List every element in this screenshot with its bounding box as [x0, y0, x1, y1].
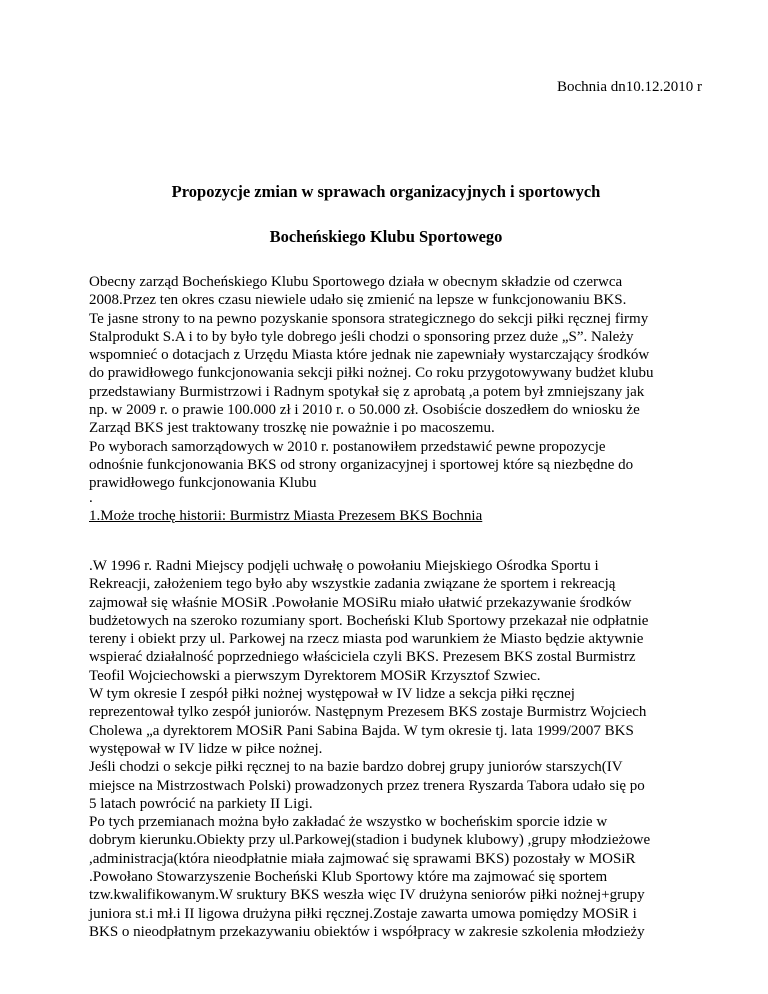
text-line: Po wyborach samorządowych w 2010 r. postanowiłem przedstawić pewne propozycje	[89, 438, 606, 455]
text-line: dobrym kierunku.Obiekty przy ul.Parkowej(stadion i budynek klubowy) ,grupy młodzieżowe	[89, 832, 651, 849]
text-line: występował w IV lidze w piłce nożnej.	[89, 740, 323, 757]
text-line: przedstawiany Burmistrzowi i Radnym spotykał się z aprobatą ,a potem był zmniejszany jak	[89, 383, 645, 400]
text-line: wspierać działalność poprzedniego właściciela czyli BKS. Prezesem BKS zostal Burmistrz	[89, 649, 636, 666]
text-line: 2008.Przez ten okres czasu niewiele udało się zmienić na lepsze w funkcjonowaniu BKS.	[89, 292, 627, 309]
section-heading: 1.Może trochę historii: Burmistrz Miasta Prezesem BKS Bochnia	[89, 508, 483, 524]
document-title: Propozycje zmian w sprawach organizacyjnych i sportowych	[171, 182, 601, 201]
text-line: juniora st.i mł.i II ligowa drużyna piłki ręcznej.Zostaje zawarta umowa pomiędzy MOSiR i	[89, 905, 637, 922]
text-line: Obecny zarząd Bocheńskiego Klubu Sportowego działa w obecnym składzie od czerwca	[89, 274, 623, 290]
text-line: odnośnie funkcjonowania BKS od strony organizacyjnej i sportowej które są niezbędne do	[89, 456, 634, 473]
text-line: tzw.kwalifikowanym.W sruktury BKS weszła więc IV drużyna seniorów piłki nożnej+grupy	[89, 887, 645, 904]
text-line: do prawidłowego funkcjonowania sekcji piłki nożnej. Co roku przygotowywany budżet klubu	[89, 365, 654, 382]
document-date: Bochnia dn10.12.2010 r	[557, 79, 702, 95]
text-line: prawidłowego funkcjonowania Klubu	[89, 475, 317, 492]
text-line: budżetowych na szeroko rozumiany sport. Bocheński Klub Sportowy przekazał nie odpłatnie	[89, 612, 649, 629]
document-subtitle: Bocheńskiego Klubu Sportowego	[269, 227, 503, 246]
text-line: ,administracja(która nieodpłatnie miała zajmować się sprawami BKS) pozostały w MOSiR	[89, 850, 636, 867]
text-line: 5 latach powrócić na parkiety II Ligi.	[89, 795, 313, 812]
text-line: tereny i obiekt przy ul. Parkowej na rzecz miasta pod warunkiem że Miasto będzie aktywnie	[89, 631, 644, 648]
text-line: Po tych przemianach można było zakładać że wszystko w bocheńskim sporcie idzie w	[89, 814, 608, 831]
text-line: Rekreacji, założeniem tego było aby wszystkie zadania związane że sportem i rekreacją	[89, 576, 616, 593]
history-paragraph	[89, 557, 729, 941]
intro-paragraph	[89, 273, 729, 493]
text-line: .W 1996 r. Radni Miejscy podjęli uchwałę o powołaniu Miejskiego Ośrodka Sportu i	[89, 558, 599, 574]
text-line: np. w 2009 r. o prawie 100.000 zł i 2010 r. o 50.000 zł. Osobiście doszedłem do wniosku że	[89, 402, 640, 419]
text-line: .Powołano Stowarzyszenie Bocheński Klub Sportowy które ma zajmować się sportem	[89, 869, 608, 886]
text-line: zajmował się właśnie MOSiR .Powołanie MOSiRu miało ułatwić przekazywanie środków	[89, 594, 632, 611]
text-line: Zarząd BKS jest traktowany troszkę nie poważnie i po macoszemu.	[89, 420, 495, 437]
separator-dot: .	[89, 490, 93, 506]
text-line: W tym okresie I zespół piłki nożnej występował w IV lidze a sekcja piłki ręcznej	[89, 686, 575, 703]
text-line: reprezentował tylko zespół juniorów. Następnym Prezesem BKS zostaje Burmistrz Wojciech	[89, 704, 647, 721]
text-line: Jeśli chodzi o sekcje piłki ręcznej to na bazie bardzo dobrej grupy juniorów starszych(IV	[89, 759, 623, 776]
text-line: miejsce na Mistrzostwach Polski) prowadzonych przez trenera Ryszarda Tabora udało się po	[89, 777, 645, 794]
text-line: Cholewa „a dyrektorem MOSiR Pani Sabina Bajda. W tym okresie tj. lata 1999/2007 BKS	[89, 722, 634, 739]
text-line: Stalprodukt S.A i to by było tyle dobrego jeśli chodzi o sponsoring przez duże „S”. Należy	[89, 328, 634, 345]
text-line: wspomnieć o dotacjach z Urzędu Miasta które jednak nie zapewniały wystarczający środków	[89, 347, 650, 364]
text-line: Teofil Wojciechowski a pierwszym Dyrektorem MOSiR Krzysztof Szwiec.	[89, 667, 541, 684]
text-line: BKS o nieodpłatnym przekazywaniu obiektów i współpracy w zakresie szkolenia młodzieży	[89, 923, 645, 940]
text-line: Te jasne strony to na pewno pozyskanie sponsora strategicznego do sekcji piłki ręcznej firmy	[89, 310, 649, 327]
